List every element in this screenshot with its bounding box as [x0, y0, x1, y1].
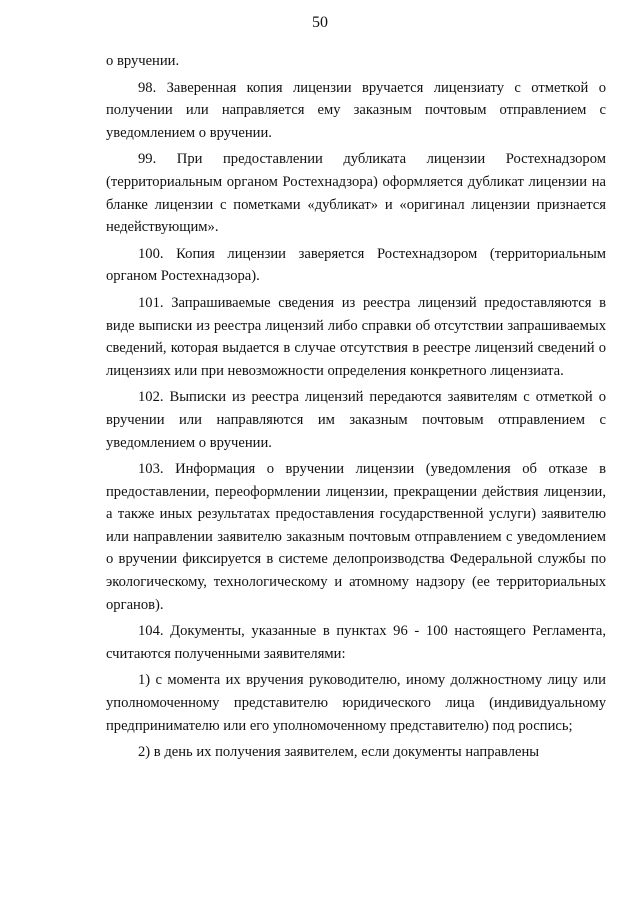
paragraph-99: 99. При предоставлении дубликата лицензии Ростехнадзором (территориальным органом Ростехнадзора) оформляется дубликат лицензии на бланке лицензии с пометками «дубликат» и «оригинал лицензии признается недействующим».: [106, 151, 606, 236]
paragraph-104-item-2: 2) в день их получения заявителем, если документы направлены: [138, 744, 540, 761]
paragraph-101: 101. Запрашиваемые сведения из реестра лицензий предоставляются в виде выписки из реестра лицензий либо справки об отсутствии запрашиваемых сведений, которая выдается в случае отсутствия в реестре лицензий сведений о лицензиях или при невозможности определения конкретного лицензиата.: [106, 294, 606, 379]
page-number: 50: [312, 14, 328, 31]
paragraph-98: 98. Заверенная копия лицензии вручается лицензиату с отметкой о получении или направляется ему заказным почтовым отправлением с уведомлением о вручении.: [106, 79, 606, 141]
paragraph-100: 100. Копия лицензии заверяется Ростехнадзором (территориальным органом Ростехнадзора).: [106, 245, 606, 285]
paragraph-104-item-1: 1) с момента их вручения руководителю, иному должностному лицу или уполномоченному представителю юридического лица (индивидуальному предпринимателю или его уполномоченному представителю) под роспись;: [106, 672, 606, 734]
document-body: [106, 50, 606, 768]
paragraph-103: 103. Информация о вручении лицензии (уведомления об отказе в предоставлении, переоформлении лицензии, прекращении действия лицензии, а также иных результатах предоставления государственной услуги) заявителю или направлении заявителю заказным почтовым отправлением с уведомлением о вручении фиксируется в системе делопроизводства Федеральной службы по экологическому, технологическому и атомному надзору (ее территориальных органов).: [106, 461, 606, 613]
paragraph-continuation: о вручении.: [106, 53, 180, 69]
paragraph-102: 102. Выписки из реестра лицензий передаются заявителям с отметкой о вручении или направляются им заказным почтовым отправлением с уведомлением о вручении.: [106, 389, 606, 451]
paragraph-104: 104. Документы, указанные в пунктах 96 - 100 настоящего Регламента, считаются полученными заявителями:: [106, 623, 606, 662]
